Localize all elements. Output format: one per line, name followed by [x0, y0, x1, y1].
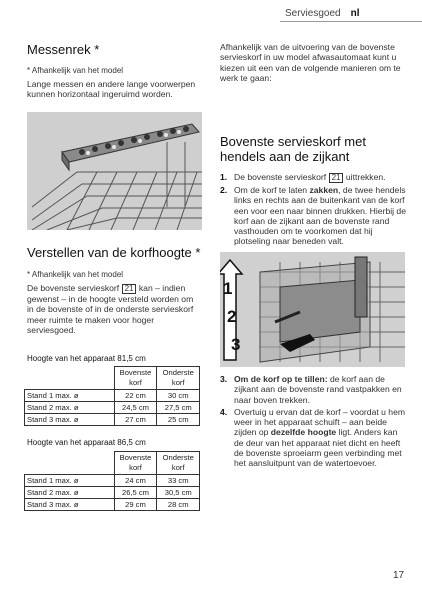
row-label: Stand 1 max. ø [25, 475, 115, 487]
text-emphasis: dezelfde hoogte [270, 427, 337, 438]
cell: 33 cm [157, 475, 200, 487]
cell: 30 cm [157, 390, 200, 402]
cell: 29 cm [114, 499, 157, 511]
messenrek-text: Lange messen en andere lange voorwerpen kunnen horizontaal ingeruimd worden. [27, 79, 196, 100]
step-2 [220, 185, 408, 247]
step-number: 1. [220, 172, 228, 182]
row-label: Stand 1 max. ø [25, 390, 115, 402]
table-row [25, 414, 200, 426]
step-number: 2. [220, 185, 228, 195]
row-label: Stand 3 max. ø [25, 499, 115, 511]
cell: 27 cm [114, 414, 157, 426]
section-title-messenrek: Messenrek * [27, 42, 100, 57]
column-header: Onderste korf [157, 367, 200, 390]
cell: 24,5 cm [114, 402, 157, 414]
section-title-korfhoogte: Verstellen van de korfhoogte * [27, 245, 201, 260]
knife-rack-illustration [27, 112, 202, 230]
reference-number: 21 [122, 284, 137, 294]
intro-text: Afhankelijk van de uitvoering van de bovenste servieskorf in uw model afwasautomaat kunt u kiezen uit een van de volgende manieren om te werk te gaan: [220, 42, 401, 83]
step-number: 3. [220, 374, 228, 384]
column-header: Onderste korf [157, 452, 200, 475]
table2-caption: Hoogte van het apparaat 86,5 cm [27, 438, 146, 447]
cell: 28 cm [157, 499, 200, 511]
text-segment: ligt. Anders kan de deur van het apparaat niet dicht en heeft de bovenste sproeiarm geen verbinding met het aansluitpunt van de watertoevoer. [234, 427, 402, 469]
position-label-3: 3 [231, 335, 241, 354]
cell: 30,5 cm [157, 487, 200, 499]
table-row [25, 499, 200, 511]
column-header: Bovenste korf [114, 452, 157, 475]
korfhoogte-text [27, 283, 202, 335]
basket-lever-illustration [220, 252, 405, 367]
steps-1-2 [220, 172, 408, 247]
cell: 22 cm [114, 390, 157, 402]
reference-number: 21 [329, 173, 344, 183]
table-row [25, 475, 200, 487]
table-corner [25, 367, 115, 390]
page-number: 17 [393, 570, 405, 581]
table-row [25, 390, 200, 402]
text-segment: Om de korf te laten [234, 185, 308, 195]
table-corner [25, 452, 115, 475]
table-hoogte-86 [24, 451, 200, 511]
text-segment: de korf aan de zijkant aan de bovenste rand vastpakken en naar boven trekken. [234, 374, 402, 405]
cell: 26,5 cm [114, 487, 157, 499]
header-rule [280, 21, 422, 22]
table-row [25, 402, 200, 414]
step-1 [220, 172, 408, 183]
text-segment: uittrekken. [345, 172, 386, 182]
text-segment: De bovenste servieskorf [234, 172, 327, 182]
section-title-hendels: Bovenste servieskorf met hendels aan de zijkant [220, 134, 366, 164]
table1-caption: Hoogte van het apparaat 81,5 cm [27, 354, 146, 363]
header-section: Serviesgoed [285, 8, 341, 19]
text-segment: , de twee hendels links en rechts aan de buitenkant van de korf een voor een naar binnen drukken. Hierbij de korf aan de zijkant aan de bovenste rand vasthouden om te voorkomen dat hij plotseling naar beneden valt. [234, 185, 406, 247]
step-3 [220, 374, 408, 405]
text-segment: kan – indien gewenst – in de hoogte versteld worden om in de bovenste of in de onderste servieskorf meer ruimte te maken voor hoger serviesgoed. [27, 283, 194, 335]
row-label: Stand 2 max. ø [25, 487, 115, 499]
running-header [285, 8, 405, 19]
position-label-2: 2 [227, 307, 237, 326]
column-header: Bovenste korf [114, 367, 157, 390]
steps-3-4 [220, 374, 408, 469]
row-label: Stand 3 max. ø [25, 414, 115, 426]
cell: 24 cm [114, 475, 157, 487]
step-4 [220, 407, 408, 469]
text-segment: De bovenste servieskorf [27, 283, 120, 293]
row-label: Stand 2 max. ø [25, 402, 115, 414]
table-hoogte-81 [24, 366, 200, 426]
text-segment: Overtuig u ervan dat de korf – voordat u hem weer in het apparaat schuift – aan beide zijden op [234, 406, 406, 438]
table-row [25, 487, 200, 499]
step-number: 4. [220, 406, 228, 417]
text-emphasis: zakken [309, 185, 339, 195]
position-label-1: 1 [223, 279, 233, 298]
cell: 27,5 cm [157, 402, 200, 414]
header-language: nl [350, 8, 360, 19]
model-note: * Afhankelijk van het model [27, 270, 124, 279]
cell: 25 cm [157, 414, 200, 426]
text-emphasis: Om de korf op te tillen: [234, 374, 328, 384]
model-note: * Afhankelijk van het model [27, 66, 124, 75]
